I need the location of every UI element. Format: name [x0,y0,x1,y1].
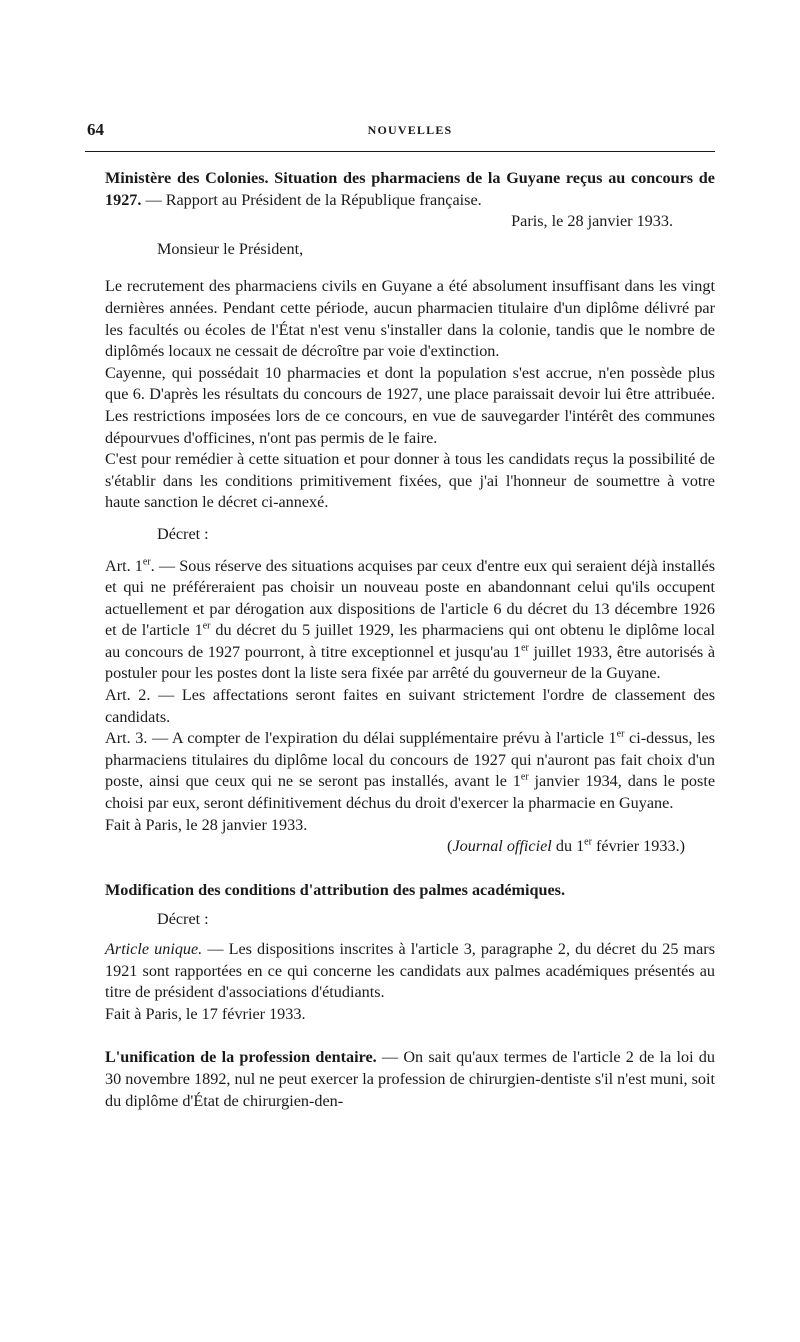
section-title-ministere [105,168,715,211]
art3-a: Art. 3. — A compter de l'expiration du délai supplémentaire prévu à l'article 1 [105,729,617,748]
paragraph-1: Le recrutement des pharmaciens civils en Guyane a été absolument insuffisant dans les vingt dernières années. Pendant cette période, aucun pharmacien titulaire d'un diplôme délivré par les facultés ou écoles de l'État n'est venu s'installer dans la colonie, tandis que le nombre de diplômés locaux ne cessait de décroître par voie d'extinction. [105,277,715,361]
article-unique [105,939,715,1004]
paragraph-2: Cayenne, qui possédait 10 pharmacies et dont la population s'est accrue, n'en possède plus que 6. D'après les résultats du concours de 1927, une place paraissait devoir lui être attribuée. Les restrictions imposées lors de ce concours, en vue de sauvegarder l'intérêt des communes dépourvues d'officines, n'ont pas permis de le faire. [105,363,715,447]
art1-sup: er [142,556,151,568]
decret-label-2: Décret : [157,910,209,929]
title-bold: Ministère des Colonies. Situation des pharmaciens de la Guyane reçus au concours de 1927. [105,169,715,209]
art1-head: Art. 1 [105,556,143,575]
section-title-unification: L'unification de la profession dentaire. [105,1048,377,1067]
unification-text: — On sait qu'aux termes de l'article 2 de la loi du 30 novembre 1892, nul ne peut exercer la profession de chirurgien-dentiste s'il n'est muni, soit du diplôme d'État de chirurgien-den- [105,1048,715,1110]
source-date: février 1933.) [591,837,685,856]
art3-sup: er [616,728,625,740]
art1-sup3: er [521,642,529,654]
art1-text2: du décret du 5 juillet 1929, les pharmaciens qui ont obtenu le diplôme local au concours de 1927 pourront, à titre exceptionnel et jusqu'au 1 [105,621,716,661]
art1-text: . — Sous réserve des situations acquises par ceux d'entre eux qui seraient déjà installés et qui ne préféreraient pas choisir un nouveau poste en abandonnant celui qu'ils occupent actuellement et par dérogation aux dispositions de l'article 6 du décret du 13 décembre 1926 et de l'article 1 [105,556,715,640]
article-3 [105,728,715,814]
dateline: Paris, le 28 janvier 1933. [511,212,673,231]
salutation: Monsieur le Président, [157,239,304,258]
source-sup: er [584,836,592,848]
article-body [105,168,715,1112]
fait-a-paris-2: Fait à Paris, le 17 février 1933. [105,1004,306,1023]
section-title-palmes: Modification des conditions d'attribution des palmes académiques. [105,880,566,899]
source-citation [105,836,685,858]
source-open: ( [447,837,453,856]
decret-label: Décret : [157,524,209,543]
art1-text3: juillet 1933, être autorisés à postuler pour les postes dont la liste sera fixée par arrêté du gouverneur de la Guyane. [105,642,716,683]
art3-sup2: er [520,772,529,784]
title-rest: — Rapport au Président de la République française. [141,190,482,209]
article-unique-text: — Les dispositions inscrites à l'article 3, paragraphe 2, du décret du 25 mars 1921 sont rapportées en ce qui concerne les candidats aux palmes académiques présentés au titre de président d'associations d'étudiants. [105,940,715,1002]
source-du: du 1 [551,837,585,856]
page-header [87,120,715,140]
article-2: Art. 2. — Les affectations seront faites en suivant strictement l'ordre de classement des candidats. [105,686,715,726]
art1-sup2: er [202,620,211,632]
running-title: NOUVELLES [367,123,453,137]
header-rule [85,151,715,152]
section-unification [105,1047,715,1112]
article-1 [105,556,715,686]
page-number: 64 [87,120,104,139]
art3-c: janvier 1934, dans le poste choisi par eux, seront définitivement déchus du droit d'exercer la pharmacie en Guyane. [105,772,715,813]
fait-a-paris-1: Fait à Paris, le 28 janvier 1933. [105,815,308,834]
source-journal: Journal officiel [452,837,552,856]
paragraph-3: C'est pour remédier à cette situation et pour donner à tous les candidats reçus la possibilité de s'établir dans les conditions primitivement fixées, que j'ai l'honneur de soumettre à votre haute sanction le décret ci-annexé. [105,450,715,512]
article-unique-label: Article unique. [105,940,203,958]
art3-b: ci-dessus, les pharmaciens titulaires du diplôme local du concours de 1927 qui n'auront pas fait choix d'un poste, ainsi que ceux qui ne se seront pas installés, avant le 1 [105,729,716,791]
